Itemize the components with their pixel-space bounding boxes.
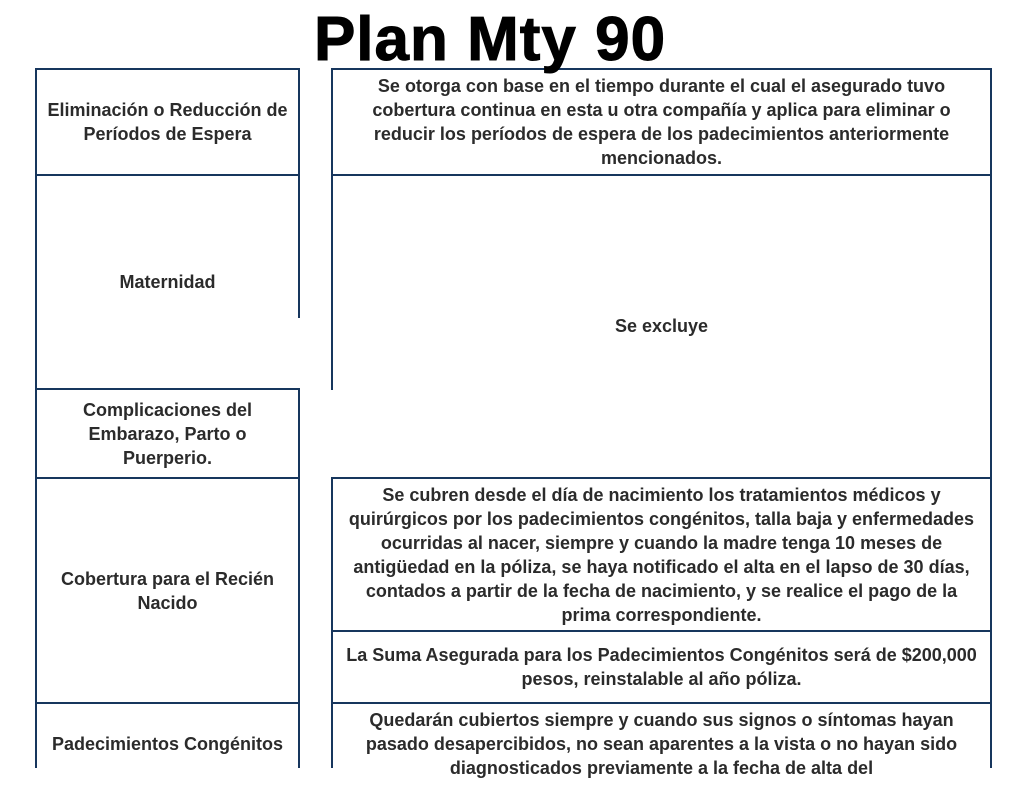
- border-line: [35, 477, 300, 479]
- border-line: [35, 702, 300, 704]
- label-recien-nacido: Cobertura para el Recién Nacido: [37, 479, 298, 702]
- page-title: Plan Mty 90: [313, 5, 667, 74]
- text-recien-nacido-1: Se cubren desde el día de nacimiento los tratamientos médicos y quirúrgicos por los padecimientos congénitos, talla baja y enfermedades ocurridas al nacer, siempre y cuando la madre tenga 10 meses de antigüedad en la póliza, se haya notificado el alta en el lapso de 30 días, contados a partir de la fecha de nacimiento, y se realice el pago de la prima correspondiente.: [333, 479, 990, 630]
- border-line: [35, 388, 300, 390]
- border-line: [331, 477, 333, 768]
- border-line: [298, 68, 300, 318]
- border-line: [331, 630, 992, 632]
- text-congenitos: Quedarán cubiertos siempre y cuando sus signos o síntomas hayan pasado desapercibidos, no sean aparentes a la vista o no hayan sido diagnosticados previamente a la fecha de alta del: [333, 704, 990, 804]
- border-line: [298, 389, 300, 768]
- text-recien-nacido-2: La Suma Asegurada para los Padecimientos Congénitos será de $200,000 pesos, reinstalable al año póliza.: [333, 632, 990, 702]
- label-maternidad: Maternidad: [37, 176, 298, 388]
- label-congenitos: Padecimientos Congénitos: [37, 704, 298, 804]
- text-maternidad: Se excluye: [333, 176, 990, 476]
- border-line: [35, 68, 37, 768]
- border-line: [331, 174, 992, 176]
- border-line: [990, 68, 992, 768]
- label-eliminacion: Eliminación o Reducción de Períodos de Espera: [37, 70, 298, 174]
- border-line: [331, 702, 992, 704]
- border-line: [35, 174, 300, 176]
- text-eliminacion: Se otorga con base en el tiempo durante el cual el asegurado tuvo cobertura continua en esta u otra compañía y aplica para eliminar o reducir los períodos de espera de los padecimientos anteriormente mencionados.: [333, 70, 990, 174]
- label-complicaciones: Complicaciones del Embarazo, Parto o Puerperio.: [37, 390, 298, 477]
- border-line: [331, 68, 333, 390]
- border-line: [331, 477, 992, 479]
